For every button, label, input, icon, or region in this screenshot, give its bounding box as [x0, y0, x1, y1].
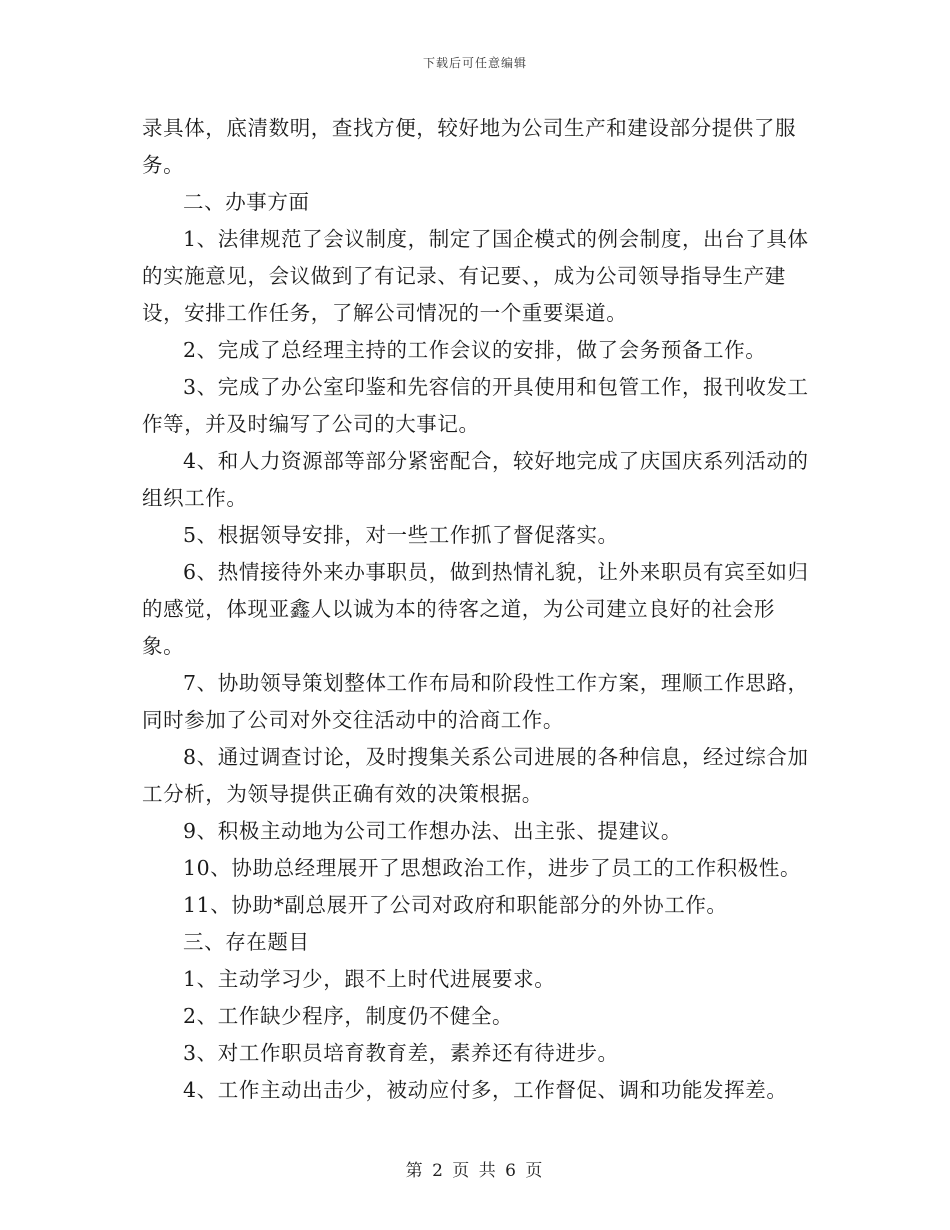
list-item: 1、主动学习少，跟不上时代进展要求。 [183, 967, 556, 991]
section-heading-problems: 三、存在题目 [183, 930, 310, 954]
list-item: 6、热情接待外来办事职员，做到热情礼貌，让外来职员有宾至如归的感觉，体现亚鑫人以诚为本的待客之道，为公司建立良好的社会形象。 [142, 560, 809, 658]
list-item: 5、根据领导安排，对一些工作抓了督促落实。 [183, 523, 619, 547]
list-item: 10、协助总经理展开了思想政治工作，进步了员工的工作积极性。 [183, 856, 802, 880]
list-item: 4、工作主动出击少，被动应付多，工作督促、调和功能发挥差。 [183, 1078, 788, 1102]
list-item: 3、完成了办公室印鉴和先容信的开具使用和包管工作，报刊收发工作等，并及时编写了公司的大事记。 [142, 375, 809, 436]
list-item: 4、和人力资源部等部分紧密配合，较好地完成了庆国庆系列活动的组织工作。 [142, 449, 809, 510]
list-item: 11、协助*副总展开了公司对政府和职能部分的外协工作。 [183, 893, 728, 917]
list-item: 2、工作缺少程序，制度仍不健全。 [183, 1004, 514, 1028]
list-item: 7、协助领导策划整体工作布局和阶段性工作方案，理顺工作思路，同时参加了公司对外交往活动中的洽商工作。 [142, 671, 809, 732]
paragraph-continuation: 录具体，底清数明，查找方便，较好地为公司生产和建设部分提供了服务。 [142, 116, 797, 177]
list-item: 3、对工作职员培育教育差，素养还有待进步。 [183, 1041, 619, 1065]
list-item: 9、积极主动地为公司工作想办法、出主张、提建议。 [183, 819, 682, 843]
list-item: 1、法律规范了会议制度，制定了国企模式的例会制度，出台了具体的实施意见，会议做到了有记录、有记要、，成为公司领导指导生产建设，安排工作任务，了解公司情况的一个重要渠道。 [142, 227, 809, 325]
page-number: 第 2 页 共 6 页 [405, 1161, 545, 1181]
list-item: 2、完成了总经理主持的工作会议的安排，做了会务预备工作。 [183, 338, 767, 362]
list-item: 8、通过调查讨论，及时搜集关系公司进展的各种信息，经过综合加工分析，为领导提供正确有效的决策根据。 [142, 745, 809, 806]
document-body [142, 110, 810, 1109]
section-heading-work: 二、办事方面 [183, 190, 310, 214]
page-header: 下载后可任意编辑 [422, 56, 527, 70]
